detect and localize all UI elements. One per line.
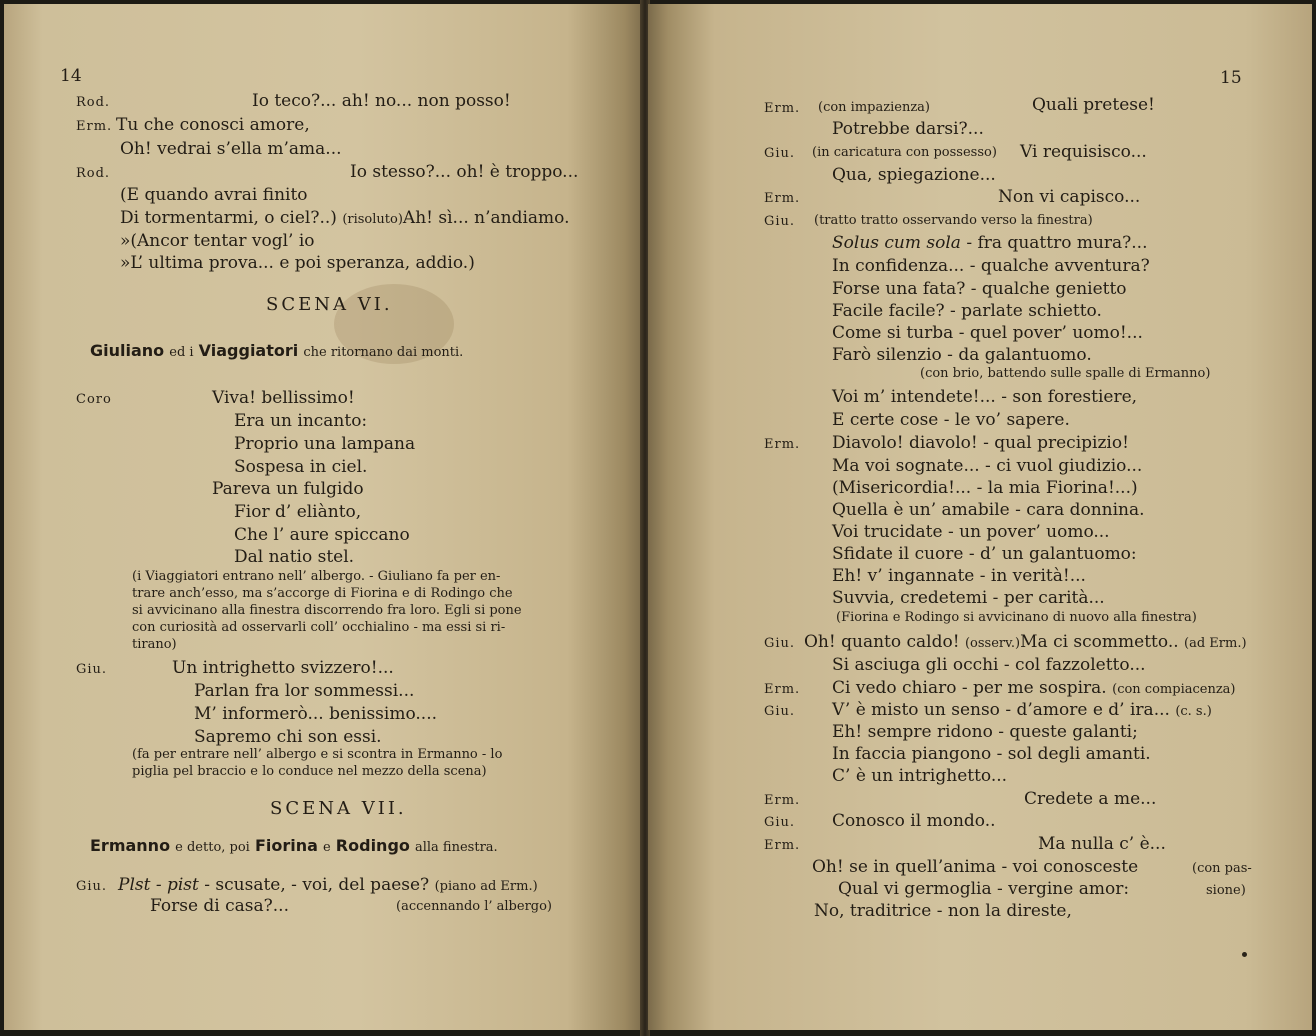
stage-direction: (Fiorina e Rodingo si avvicinano di nuovo alla finestra) bbox=[836, 610, 1197, 625]
verse-line: Io stesso?... oh! è troppo... bbox=[350, 162, 579, 182]
speaker: Erm. bbox=[764, 437, 801, 452]
speaker: Giu. bbox=[764, 146, 796, 161]
verse-line: Non vi capisco... bbox=[998, 187, 1141, 207]
stage-direction: (fa per entrare nell’ albergo e si scontra in Ermanno - lo bbox=[132, 747, 503, 762]
verse-line: Proprio una lampana bbox=[234, 434, 416, 454]
verse-line: Fior d’ eliànto, bbox=[234, 502, 362, 522]
verse-line: Solus cum sola - fra quattro mura?... bbox=[832, 233, 1148, 253]
verse-line: Facile facile? - parlate schietto. bbox=[832, 301, 1102, 321]
verse-line: (Misericordia!... - la mia Fiorina!...) bbox=[832, 478, 1138, 498]
speaker: Erm. bbox=[764, 101, 801, 116]
verse-line: Sospesa in ciel. bbox=[234, 457, 368, 477]
speaker: Rod. bbox=[76, 166, 111, 181]
stage-direction: (con brio, battendo sulle spalle di Ermanno) bbox=[920, 366, 1211, 381]
verse-line: Che l’ aure spiccano bbox=[234, 525, 410, 545]
verse-line: Pareva un fulgido bbox=[212, 479, 364, 499]
verse-line: Oh! quanto caldo! (osserv.)Ma ci scommetto.. (ad Erm.) bbox=[804, 632, 1247, 652]
verse-line: Farò silenzio - da galantuomo. bbox=[832, 345, 1092, 365]
verse-line: E certe cose - le vo’ sapere. bbox=[832, 410, 1070, 430]
speaker: Giu. bbox=[764, 815, 796, 830]
scene-heading: SCENA VII. bbox=[270, 798, 407, 819]
verse-line: Sapremo chi son essi. bbox=[194, 727, 382, 747]
speaker: Erm. bbox=[76, 119, 113, 134]
speaker: Giu. bbox=[764, 214, 796, 229]
verse-line: Come si turba - quel pover’ uomo!... bbox=[832, 323, 1143, 343]
verse-line: Tu che conosci amore, bbox=[116, 115, 310, 135]
stage-direction: (i Viaggiatori entrano nell’ albergo. - Giuliano fa per en- bbox=[132, 569, 501, 584]
verse-line: Eh! sempre ridono - queste galanti; bbox=[832, 722, 1138, 742]
verse-line: In faccia piangono - sol degli amanti. bbox=[832, 744, 1151, 764]
speaker: Giu. bbox=[76, 879, 108, 894]
verse-line: Voi m’ intendete!... - son forestiere, bbox=[832, 387, 1138, 407]
verse-line: Eh! v’ ingannate - in verità!... bbox=[832, 566, 1086, 586]
verse-line: »L’ ultima prova... e poi speranza, addio.) bbox=[120, 253, 475, 273]
speaker: Coro bbox=[76, 392, 112, 407]
verse-line: Viva! bellissimo! bbox=[212, 388, 355, 408]
verse-line: Ci vedo chiaro - per me sospira. (con compiacenza) bbox=[832, 678, 1236, 698]
verse-line: Sfidate il cuore - d’ un galantuomo: bbox=[832, 544, 1137, 564]
verse-line: Quella è un’ amabile - cara donnina. bbox=[832, 500, 1145, 520]
verse-line: Dal natio stel. bbox=[234, 547, 355, 567]
verse-line: M’ informerò... benissimo.... bbox=[194, 704, 437, 724]
verse-line: Voi trucidate - un pover’ uomo... bbox=[832, 522, 1110, 542]
stage-direction: trare anch’esso, ma s’accorge di Fiorina e di Rodingo che bbox=[132, 586, 513, 601]
verse-line: Quali pretese! bbox=[1032, 95, 1155, 115]
verse-line: Potrebbe darsi?... bbox=[832, 119, 984, 139]
stage-direction: (tratto tratto osservando verso la finestra) bbox=[814, 213, 1093, 228]
verse-line: Un intrighetto svizzero!... bbox=[172, 658, 394, 678]
stage-direction: (in caricatura con possesso) bbox=[812, 145, 997, 160]
speaker: Giu. bbox=[764, 636, 796, 651]
verse-line: Diavolo! diavolo! - qual precipizio! bbox=[832, 433, 1129, 453]
verse-line: Conosco il mondo.. bbox=[832, 811, 996, 831]
verse-line: »(Ancor tentar vogl’ io bbox=[120, 231, 315, 251]
stage-direction: Giuliano ed i Viaggiatori che ritornano dai monti. bbox=[90, 341, 464, 360]
stage-direction: Ermanno e detto, poi Fiorina e Rodingo alla finestra. bbox=[90, 836, 498, 855]
stage-direction: (con impazienza) bbox=[818, 100, 930, 115]
right-page bbox=[648, 4, 1312, 1030]
verse-line: (E quando avrai finito bbox=[120, 185, 308, 205]
left-page bbox=[4, 4, 644, 1030]
verse-line: C’ è un intrighetto... bbox=[832, 766, 1008, 786]
verse-line: Era un incanto: bbox=[234, 411, 368, 431]
stage-direction: sione) bbox=[1206, 883, 1246, 898]
verse-line: Plst - pist - scusate, - voi, del paese? (piano ad Erm.) bbox=[118, 875, 538, 895]
stage-direction: (accennando l’ albergo) bbox=[396, 899, 553, 914]
scene-heading: SCENA VI. bbox=[266, 294, 393, 315]
speaker: Erm. bbox=[764, 793, 801, 808]
stage-direction: con curiosità ad osservarli coll’ occhialino - ma essi si ri- bbox=[132, 620, 506, 635]
page-number: 14 bbox=[60, 66, 82, 86]
speaker: Erm. bbox=[764, 838, 801, 853]
verse-line: Credete a me... bbox=[1024, 789, 1157, 809]
stage-direction: piglia pel braccio e lo conduce nel mezzo della scena) bbox=[132, 764, 487, 779]
verse-line: Qua, spiegazione... bbox=[832, 165, 996, 185]
verse-line: V’ è misto un senso - d’amore e d’ ira... (c. s.) bbox=[832, 700, 1212, 720]
speaker: Erm. bbox=[764, 682, 801, 697]
verse-line: Vi requisisco... bbox=[1020, 142, 1147, 162]
verse-line: Oh! se in quell’anima - voi conosceste bbox=[812, 857, 1139, 877]
verse-line: Suvvia, credetemi - per carità... bbox=[832, 588, 1105, 608]
page-number: 15 bbox=[1220, 68, 1242, 88]
ink-spot bbox=[1242, 952, 1247, 957]
speaker: Rod. bbox=[76, 95, 111, 110]
verse-line: Ma voi sognate... - ci vuol giudizio... bbox=[832, 456, 1143, 476]
speaker: Giu. bbox=[76, 662, 108, 677]
verse-line: Di tormentarmi, o ciel?..) (risoluto)Ah! sì... n’andiamo. bbox=[120, 208, 570, 228]
verse-line: Forse di casa?... bbox=[150, 896, 289, 916]
verse-line: No, traditrice - non la direste, bbox=[814, 901, 1072, 921]
verse-line: Io teco?... ah! no... non posso! bbox=[252, 91, 511, 111]
verse-line: Ma nulla c’ è... bbox=[1038, 834, 1166, 854]
verse-line: Parlan fra lor sommessi... bbox=[194, 681, 415, 701]
verse-line: Oh! vedrai s’ella m’ama... bbox=[120, 139, 342, 159]
verse-line: Si asciuga gli occhi - col fazzoletto... bbox=[832, 655, 1146, 675]
verse-line: In confidenza... - qualche avventura? bbox=[832, 256, 1150, 276]
verse-line: Qual vi germoglia - vergine amor: bbox=[838, 879, 1130, 899]
verse-line: Forse una fata? - qualche genietto bbox=[832, 279, 1127, 299]
speaker: Erm. bbox=[764, 191, 801, 206]
stage-direction: tirano) bbox=[132, 637, 177, 652]
speaker: Giu. bbox=[764, 704, 796, 719]
stage-direction: si avvicinano alla finestra discorrendo fra loro. Egli si pone bbox=[132, 603, 522, 618]
stage-direction: (con pas- bbox=[1192, 861, 1252, 876]
